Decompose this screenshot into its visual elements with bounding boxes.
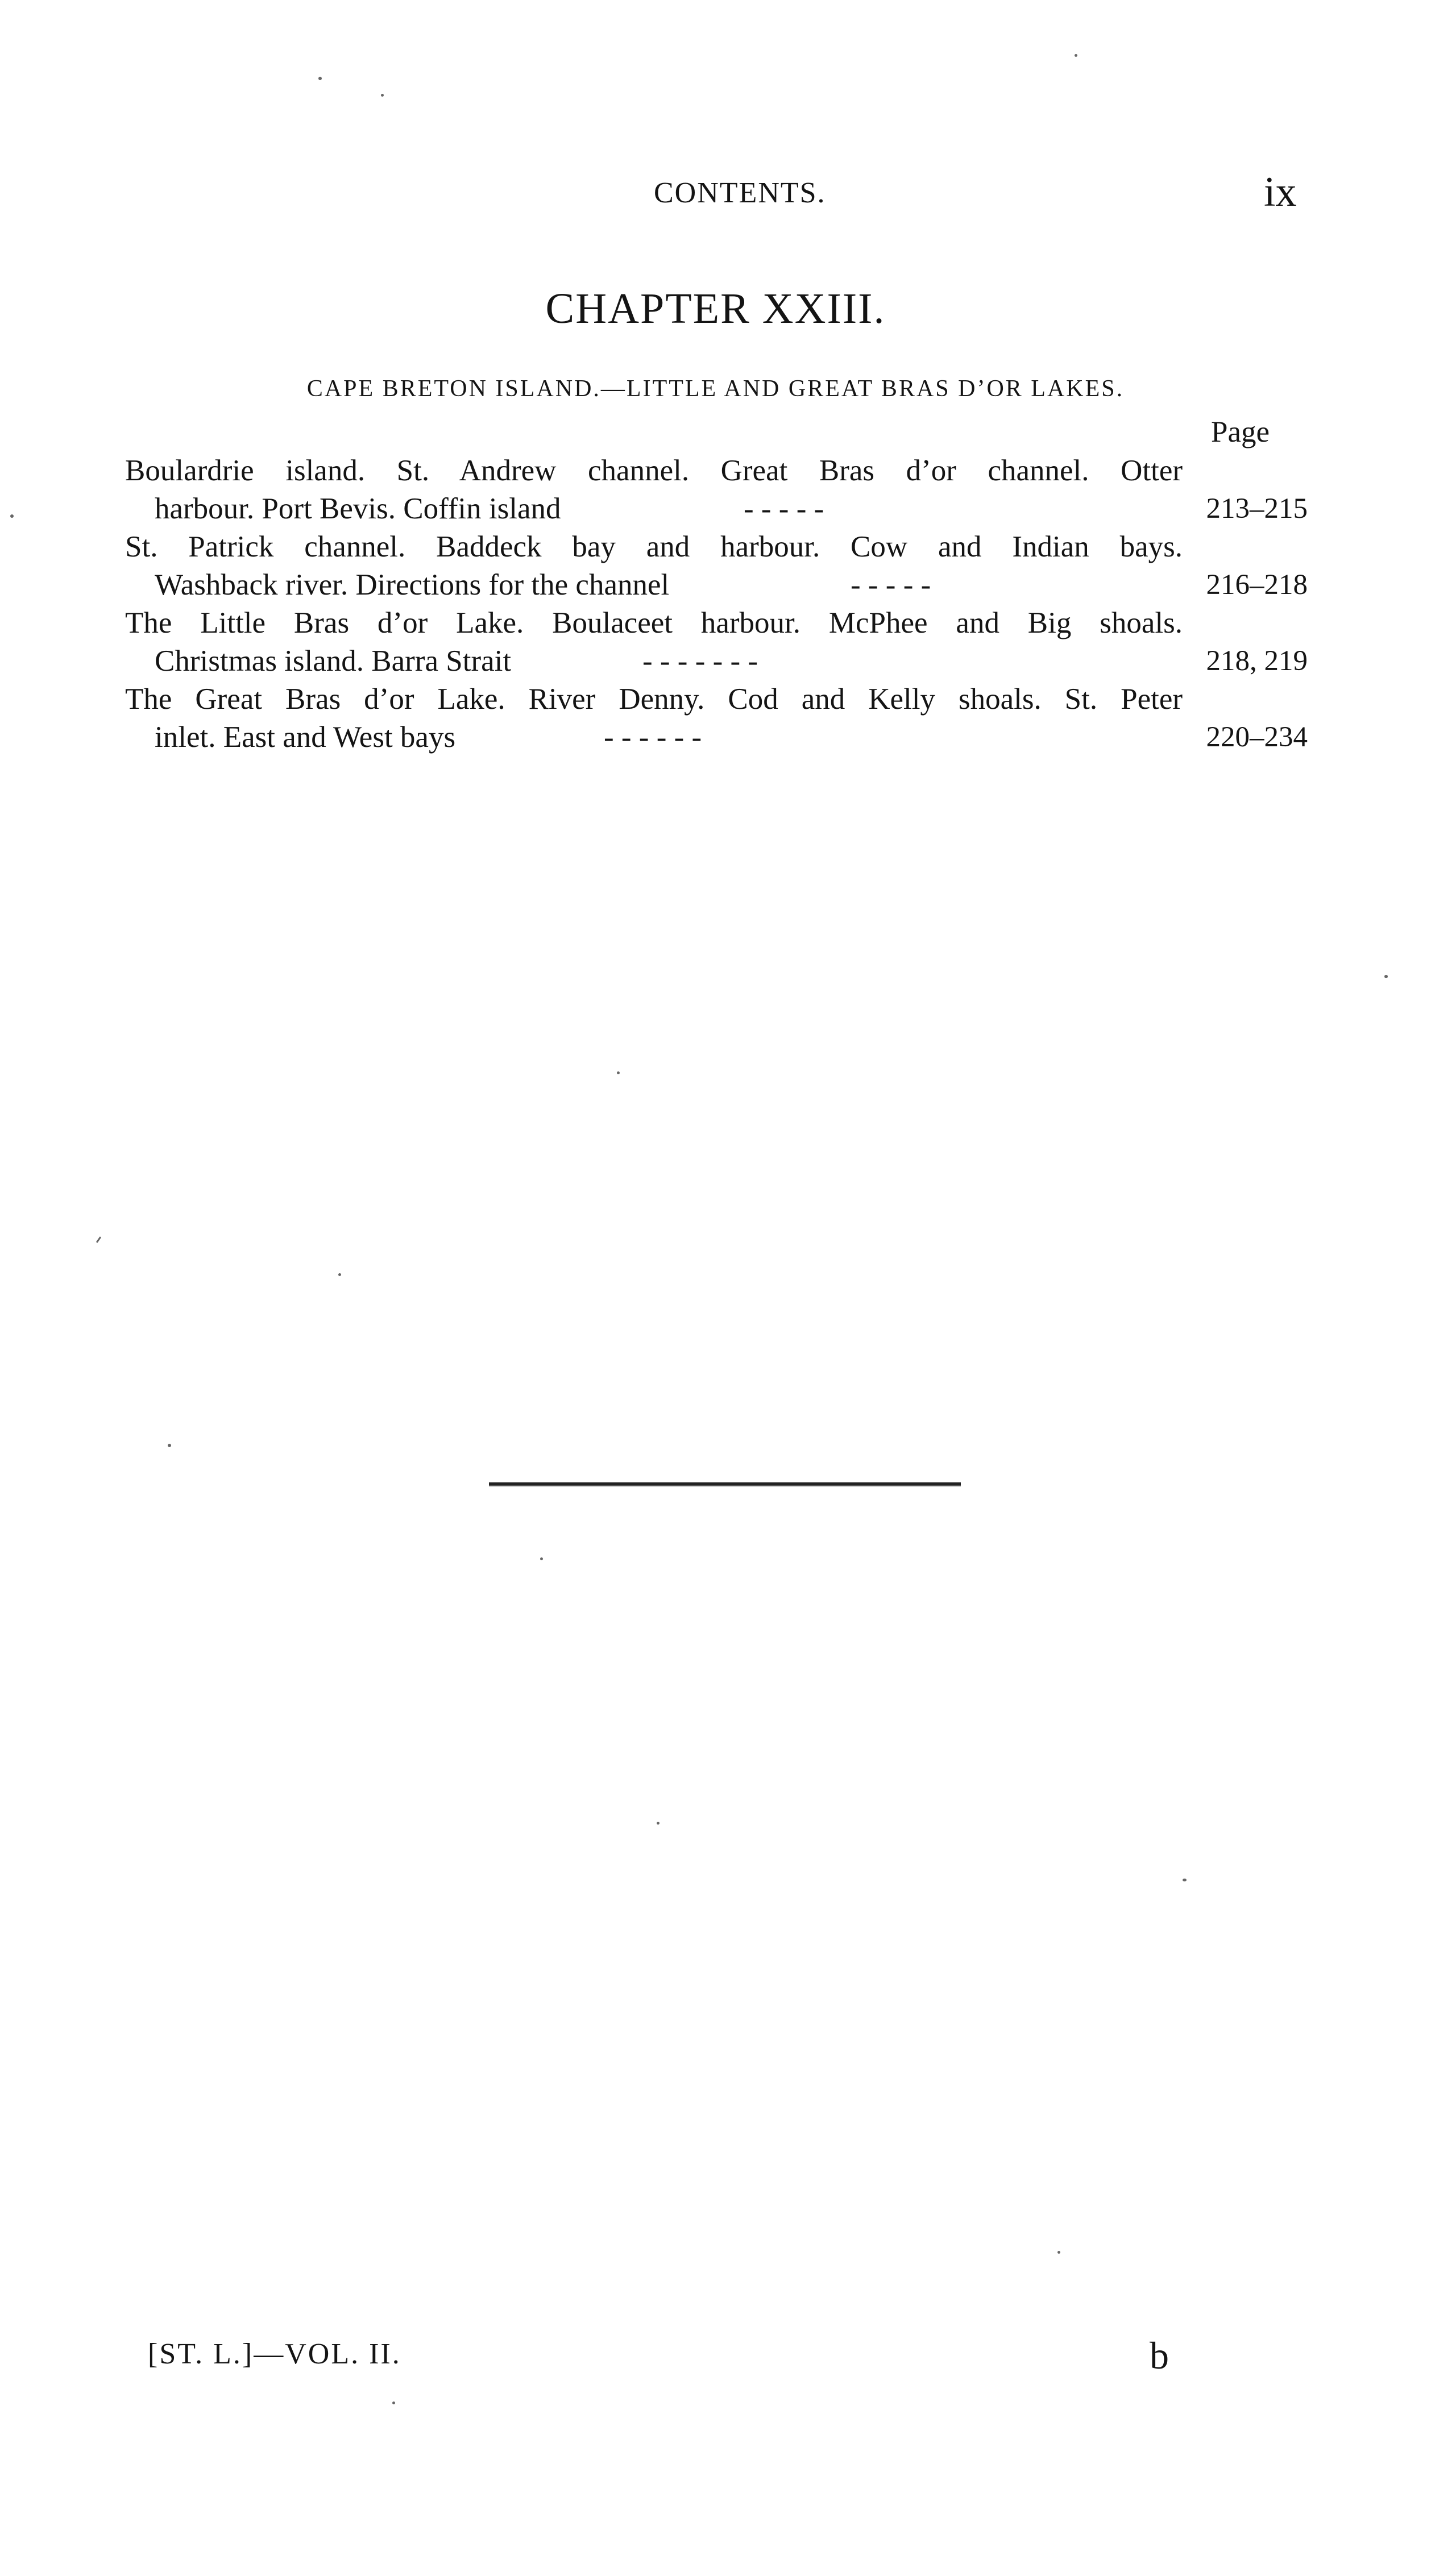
contents-entry (125, 604, 1308, 680)
chapter-subtitle: CAPE BRETON ISLAND.—LITTLE AND GREAT BRAS D’OR LAKES. (306, 376, 1125, 402)
print-speck (168, 1444, 171, 1447)
contents-entry (125, 528, 1308, 604)
page-column-header: Page (1211, 416, 1270, 448)
print-speck (540, 1557, 543, 1560)
print-speck (318, 77, 322, 80)
entry-text: Washback river. Directions for the channel (155, 568, 670, 601)
signature-mark: [ST. L.]—VOL. II. (148, 2338, 401, 2370)
print-speck (1384, 975, 1388, 978)
gathering-letter: b (1150, 2334, 1169, 2377)
print-speck (1057, 2251, 1060, 2254)
leader-dashes: - - - - - - - (642, 645, 758, 678)
entry-pages: 218, 219 (1206, 645, 1308, 677)
print-speck (617, 1071, 620, 1074)
entry-line-2 (125, 490, 1308, 528)
leader-dashes: - - - - - (851, 568, 931, 601)
section-divider-rule (489, 1482, 961, 1486)
chapter-title: CHAPTER XXIII. (545, 285, 886, 333)
print-speck (381, 94, 384, 97)
entry-line-1: The Little Bras d’or Lake. Boulaceet harbour. McPhee and Big shoals. (125, 606, 1183, 639)
entry-text: inlet. East and West bays (155, 721, 456, 754)
print-speck (338, 1273, 341, 1276)
entry-pages: 220–234 (1206, 721, 1308, 753)
entry-line-2 (125, 566, 1308, 604)
print-speck (657, 1822, 659, 1825)
entry-line-2 (125, 718, 1308, 757)
print-speck (392, 2402, 395, 2404)
entry-pages: 213–215 (1206, 493, 1308, 525)
entry-text: harbour. Port Bevis. Coffin island (155, 492, 561, 525)
running-head: CONTENTS. (654, 177, 826, 209)
entry-line-1: St. Patrick channel. Baddeck bay and harbour. Cow and Indian bays. (125, 530, 1183, 563)
print-speck (1183, 1879, 1187, 1881)
contents-entry (125, 680, 1308, 757)
contents-entry (125, 452, 1308, 528)
print-speck (96, 1236, 101, 1243)
print-speck (1075, 54, 1077, 57)
print-speck (10, 514, 14, 518)
contents-list (125, 452, 1308, 757)
entry-text: Christmas island. Barra Strait (155, 645, 512, 678)
leader-dashes: - - - - - - (604, 721, 702, 754)
entry-line-1: Boulardrie island. St. Andrew channel. Great Bras d’or channel. Otter (125, 454, 1183, 487)
leader-dashes: - - - - - (744, 492, 824, 525)
page-number: ix (1264, 169, 1297, 215)
entry-line-1: The Great Bras d’or Lake. River Denny. Cod and Kelly shoals. St. Peter (125, 683, 1183, 716)
entry-line-2 (125, 642, 1308, 680)
entry-pages: 216–218 (1206, 569, 1308, 601)
